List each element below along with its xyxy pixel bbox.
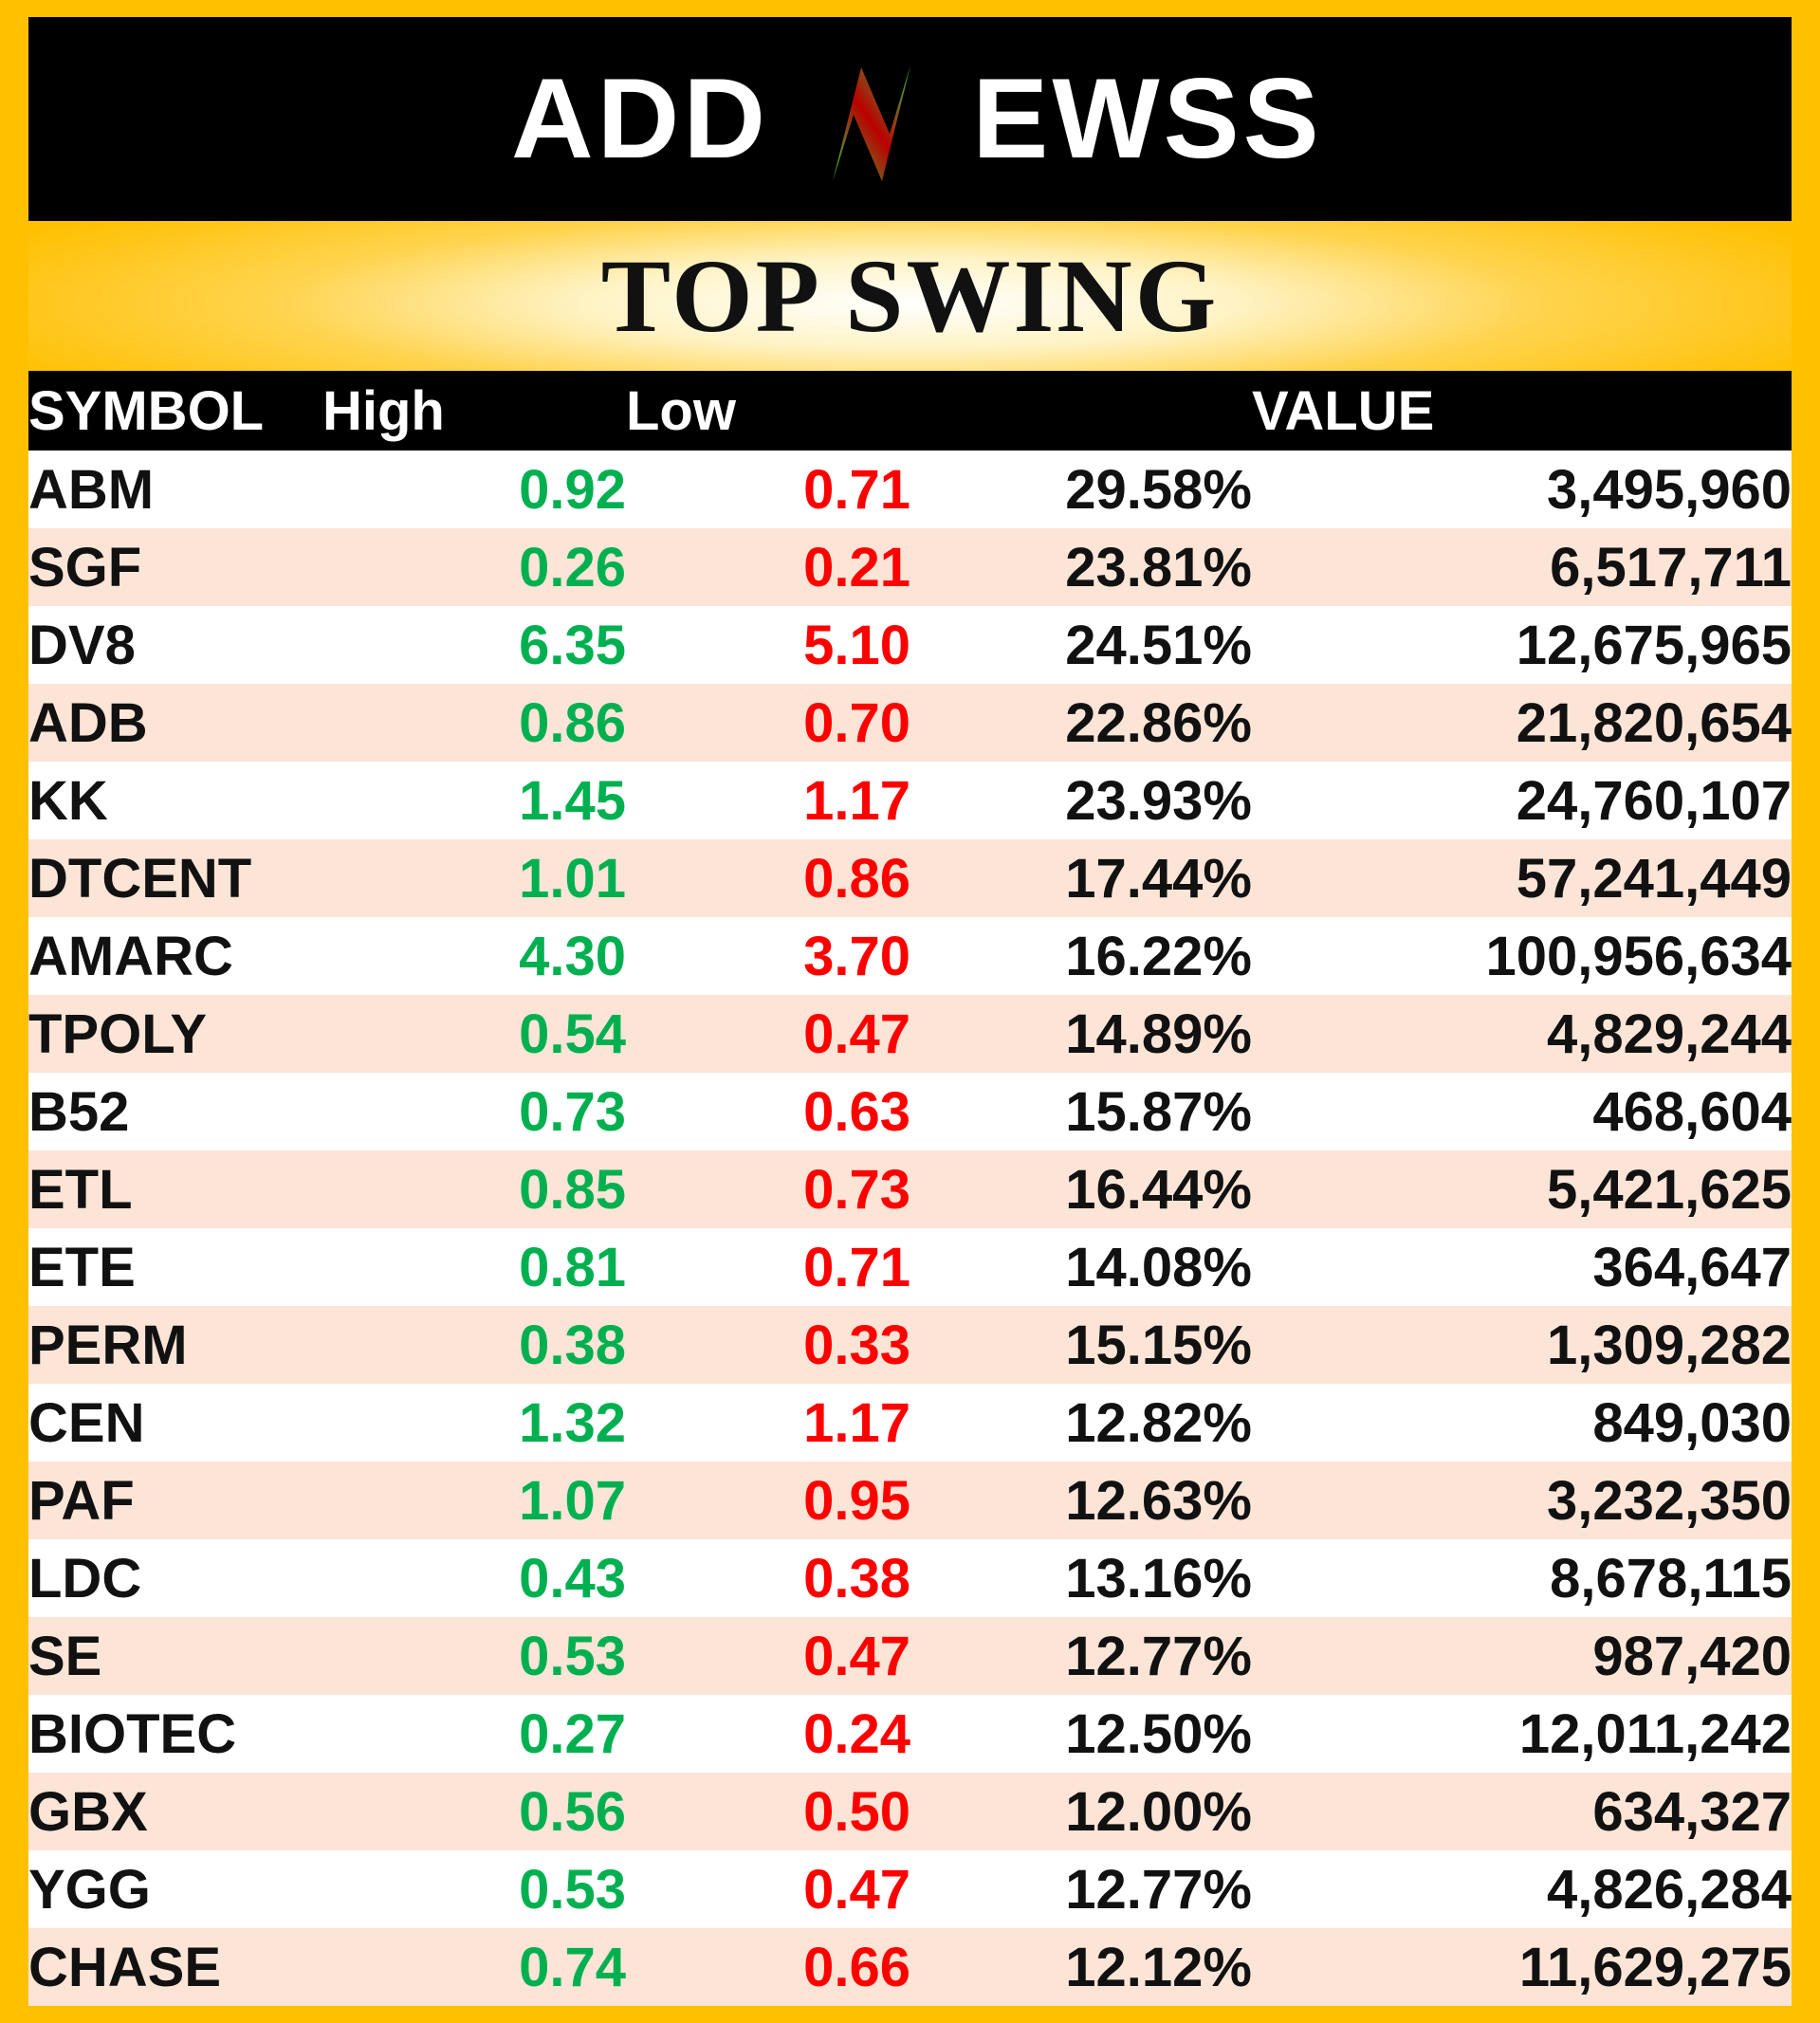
cell-high: 0.86 — [322, 684, 626, 762]
cell-value: 24,760,107 — [1252, 762, 1792, 839]
cell-pct: 15.15% — [910, 1306, 1252, 1384]
table-row — [28, 1228, 1792, 1306]
table-row — [28, 1462, 1792, 1539]
cell-value: 987,420 — [1252, 1617, 1792, 1695]
cell-pct: 17.44% — [910, 839, 1252, 917]
cell-pct: 16.22% — [910, 917, 1252, 995]
cell-pct: 12.00% — [910, 1773, 1252, 1850]
cell-symbol: CHASE — [28, 1928, 322, 2006]
cell-symbol: BIOTEC — [28, 1695, 322, 1773]
frame — [28, 17, 1792, 2006]
cell-low: 0.71 — [626, 451, 910, 528]
cell-value: 4,826,284 — [1252, 1850, 1792, 1928]
cell-high: 6.35 — [322, 606, 626, 684]
cell-high: 0.92 — [322, 451, 626, 528]
table-row — [28, 917, 1792, 995]
cell-pct: 12.82% — [910, 1384, 1252, 1462]
cell-pct: 12.12% — [910, 1928, 1252, 2006]
cell-high: 0.81 — [322, 1228, 626, 1306]
cell-symbol: SGF — [28, 528, 322, 606]
cell-low: 3.70 — [626, 917, 910, 995]
cell-pct: 23.93% — [910, 762, 1252, 839]
cell-low: 0.70 — [626, 684, 910, 762]
table-row — [28, 1150, 1792, 1228]
cell-symbol: ETE — [28, 1228, 322, 1306]
cell-pct: 24.51% — [910, 606, 1252, 684]
cell-pct: 15.87% — [910, 1073, 1252, 1150]
cell-high: 0.73 — [322, 1073, 626, 1150]
cell-value: 1,309,282 — [1252, 1306, 1792, 1384]
cell-pct: 12.77% — [910, 1617, 1252, 1695]
cell-pct: 14.89% — [910, 995, 1252, 1073]
table-row — [28, 684, 1792, 762]
table-row — [28, 762, 1792, 839]
cell-high: 0.74 — [322, 1928, 626, 2006]
addnewss-logo — [436, 39, 1385, 200]
cell-symbol: PAF — [28, 1462, 322, 1539]
cell-low: 1.17 — [626, 1384, 910, 1462]
table-row — [28, 1306, 1792, 1384]
table-row — [28, 1539, 1792, 1617]
cell-low: 0.47 — [626, 1850, 910, 1928]
cell-pct: 23.81% — [910, 528, 1252, 606]
cell-low: 5.10 — [626, 606, 910, 684]
cell-value: 849,030 — [1252, 1384, 1792, 1462]
table-row — [28, 1617, 1792, 1695]
page-title: TOP SWING — [600, 238, 1220, 354]
logo-n-mark — [833, 65, 910, 181]
cell-symbol: LDC — [28, 1539, 322, 1617]
header-row — [28, 371, 1792, 451]
cell-low: 0.33 — [626, 1306, 910, 1384]
cell-value: 3,232,350 — [1252, 1462, 1792, 1539]
table-row — [28, 1850, 1792, 1928]
cell-symbol: CEN — [28, 1384, 322, 1462]
cell-high: 0.38 — [322, 1306, 626, 1384]
cell-pct: 12.63% — [910, 1462, 1252, 1539]
header-symbol: SYMBOL — [28, 371, 322, 451]
cell-high: 4.30 — [322, 917, 626, 995]
cell-value: 634,327 — [1252, 1773, 1792, 1850]
cell-value: 100,956,634 — [1252, 917, 1792, 995]
table-row — [28, 1384, 1792, 1462]
cell-low: 0.47 — [626, 1617, 910, 1695]
cell-low: 1.17 — [626, 762, 910, 839]
cell-low: 0.86 — [626, 839, 910, 917]
cell-low: 0.71 — [626, 1228, 910, 1306]
cell-symbol: KK — [28, 762, 322, 839]
cell-high: 0.53 — [322, 1617, 626, 1695]
cell-high: 1.07 — [322, 1462, 626, 1539]
table-row — [28, 1928, 1792, 2006]
cell-high: 0.27 — [322, 1695, 626, 1773]
cell-high: 0.53 — [322, 1850, 626, 1928]
logo-suffix: EWSS — [971, 54, 1323, 182]
cell-pct: 14.08% — [910, 1228, 1252, 1306]
cell-value: 4,829,244 — [1252, 995, 1792, 1073]
cell-low: 0.47 — [626, 995, 910, 1073]
table-row — [28, 1073, 1792, 1150]
cell-high: 1.01 — [322, 839, 626, 917]
cell-value: 468,604 — [1252, 1073, 1792, 1150]
cell-symbol: B52 — [28, 1073, 322, 1150]
table-row — [28, 839, 1792, 917]
cell-pct: 29.58% — [910, 451, 1252, 528]
swing-table — [28, 371, 1792, 2006]
cell-symbol: ETL — [28, 1150, 322, 1228]
cell-low: 0.38 — [626, 1539, 910, 1617]
cell-symbol: PERM — [28, 1306, 322, 1384]
logo-prefix: ADD — [510, 54, 769, 182]
cell-value: 57,241,449 — [1252, 839, 1792, 917]
header-low: Low — [626, 371, 910, 451]
cell-high: 0.26 — [322, 528, 626, 606]
cell-low: 0.50 — [626, 1773, 910, 1850]
header-high: High — [322, 371, 626, 451]
cell-symbol: TPOLY — [28, 995, 322, 1073]
title-band — [28, 221, 1792, 371]
cell-pct: 12.77% — [910, 1850, 1252, 1928]
cell-symbol: DTCENT — [28, 839, 322, 917]
cell-symbol: DV8 — [28, 606, 322, 684]
cell-low: 0.63 — [626, 1073, 910, 1150]
table-row — [28, 1773, 1792, 1850]
cell-high: 0.54 — [322, 995, 626, 1073]
cell-pct: 16.44% — [910, 1150, 1252, 1228]
cell-value: 5,421,625 — [1252, 1150, 1792, 1228]
header-value: VALUE — [1252, 371, 1792, 451]
cell-value: 12,675,965 — [1252, 606, 1792, 684]
cell-pct: 22.86% — [910, 684, 1252, 762]
cell-symbol: AMARC — [28, 917, 322, 995]
table-row — [28, 606, 1792, 684]
cell-symbol: SE — [28, 1617, 322, 1695]
header-pct — [910, 371, 1252, 451]
table-body — [28, 451, 1792, 2006]
table-row — [28, 995, 1792, 1073]
cell-value: 12,011,242 — [1252, 1695, 1792, 1773]
cell-value: 21,820,654 — [1252, 684, 1792, 762]
cell-value: 6,517,711 — [1252, 528, 1792, 606]
cell-symbol: GBX — [28, 1773, 322, 1850]
cell-low: 0.21 — [626, 528, 910, 606]
cell-high: 1.32 — [322, 1384, 626, 1462]
cell-pct: 12.50% — [910, 1695, 1252, 1773]
table-row — [28, 451, 1792, 528]
cell-value: 11,629,275 — [1252, 1928, 1792, 2006]
cell-symbol: YGG — [28, 1850, 322, 1928]
cell-value: 364,647 — [1252, 1228, 1792, 1306]
cell-value: 8,678,115 — [1252, 1539, 1792, 1617]
cell-high: 0.85 — [322, 1150, 626, 1228]
table-row — [28, 1695, 1792, 1773]
table-row — [28, 528, 1792, 606]
cell-symbol: ABM — [28, 451, 322, 528]
cell-low: 0.73 — [626, 1150, 910, 1228]
cell-low: 0.95 — [626, 1462, 910, 1539]
cell-symbol: ADB — [28, 684, 322, 762]
cell-low: 0.24 — [626, 1695, 910, 1773]
logo-bar — [28, 17, 1792, 221]
cell-high: 0.56 — [322, 1773, 626, 1850]
cell-pct: 13.16% — [910, 1539, 1252, 1617]
cell-value: 3,495,960 — [1252, 451, 1792, 528]
cell-high: 1.45 — [322, 762, 626, 839]
cell-low: 0.66 — [626, 1928, 910, 2006]
cell-high: 0.43 — [322, 1539, 626, 1617]
